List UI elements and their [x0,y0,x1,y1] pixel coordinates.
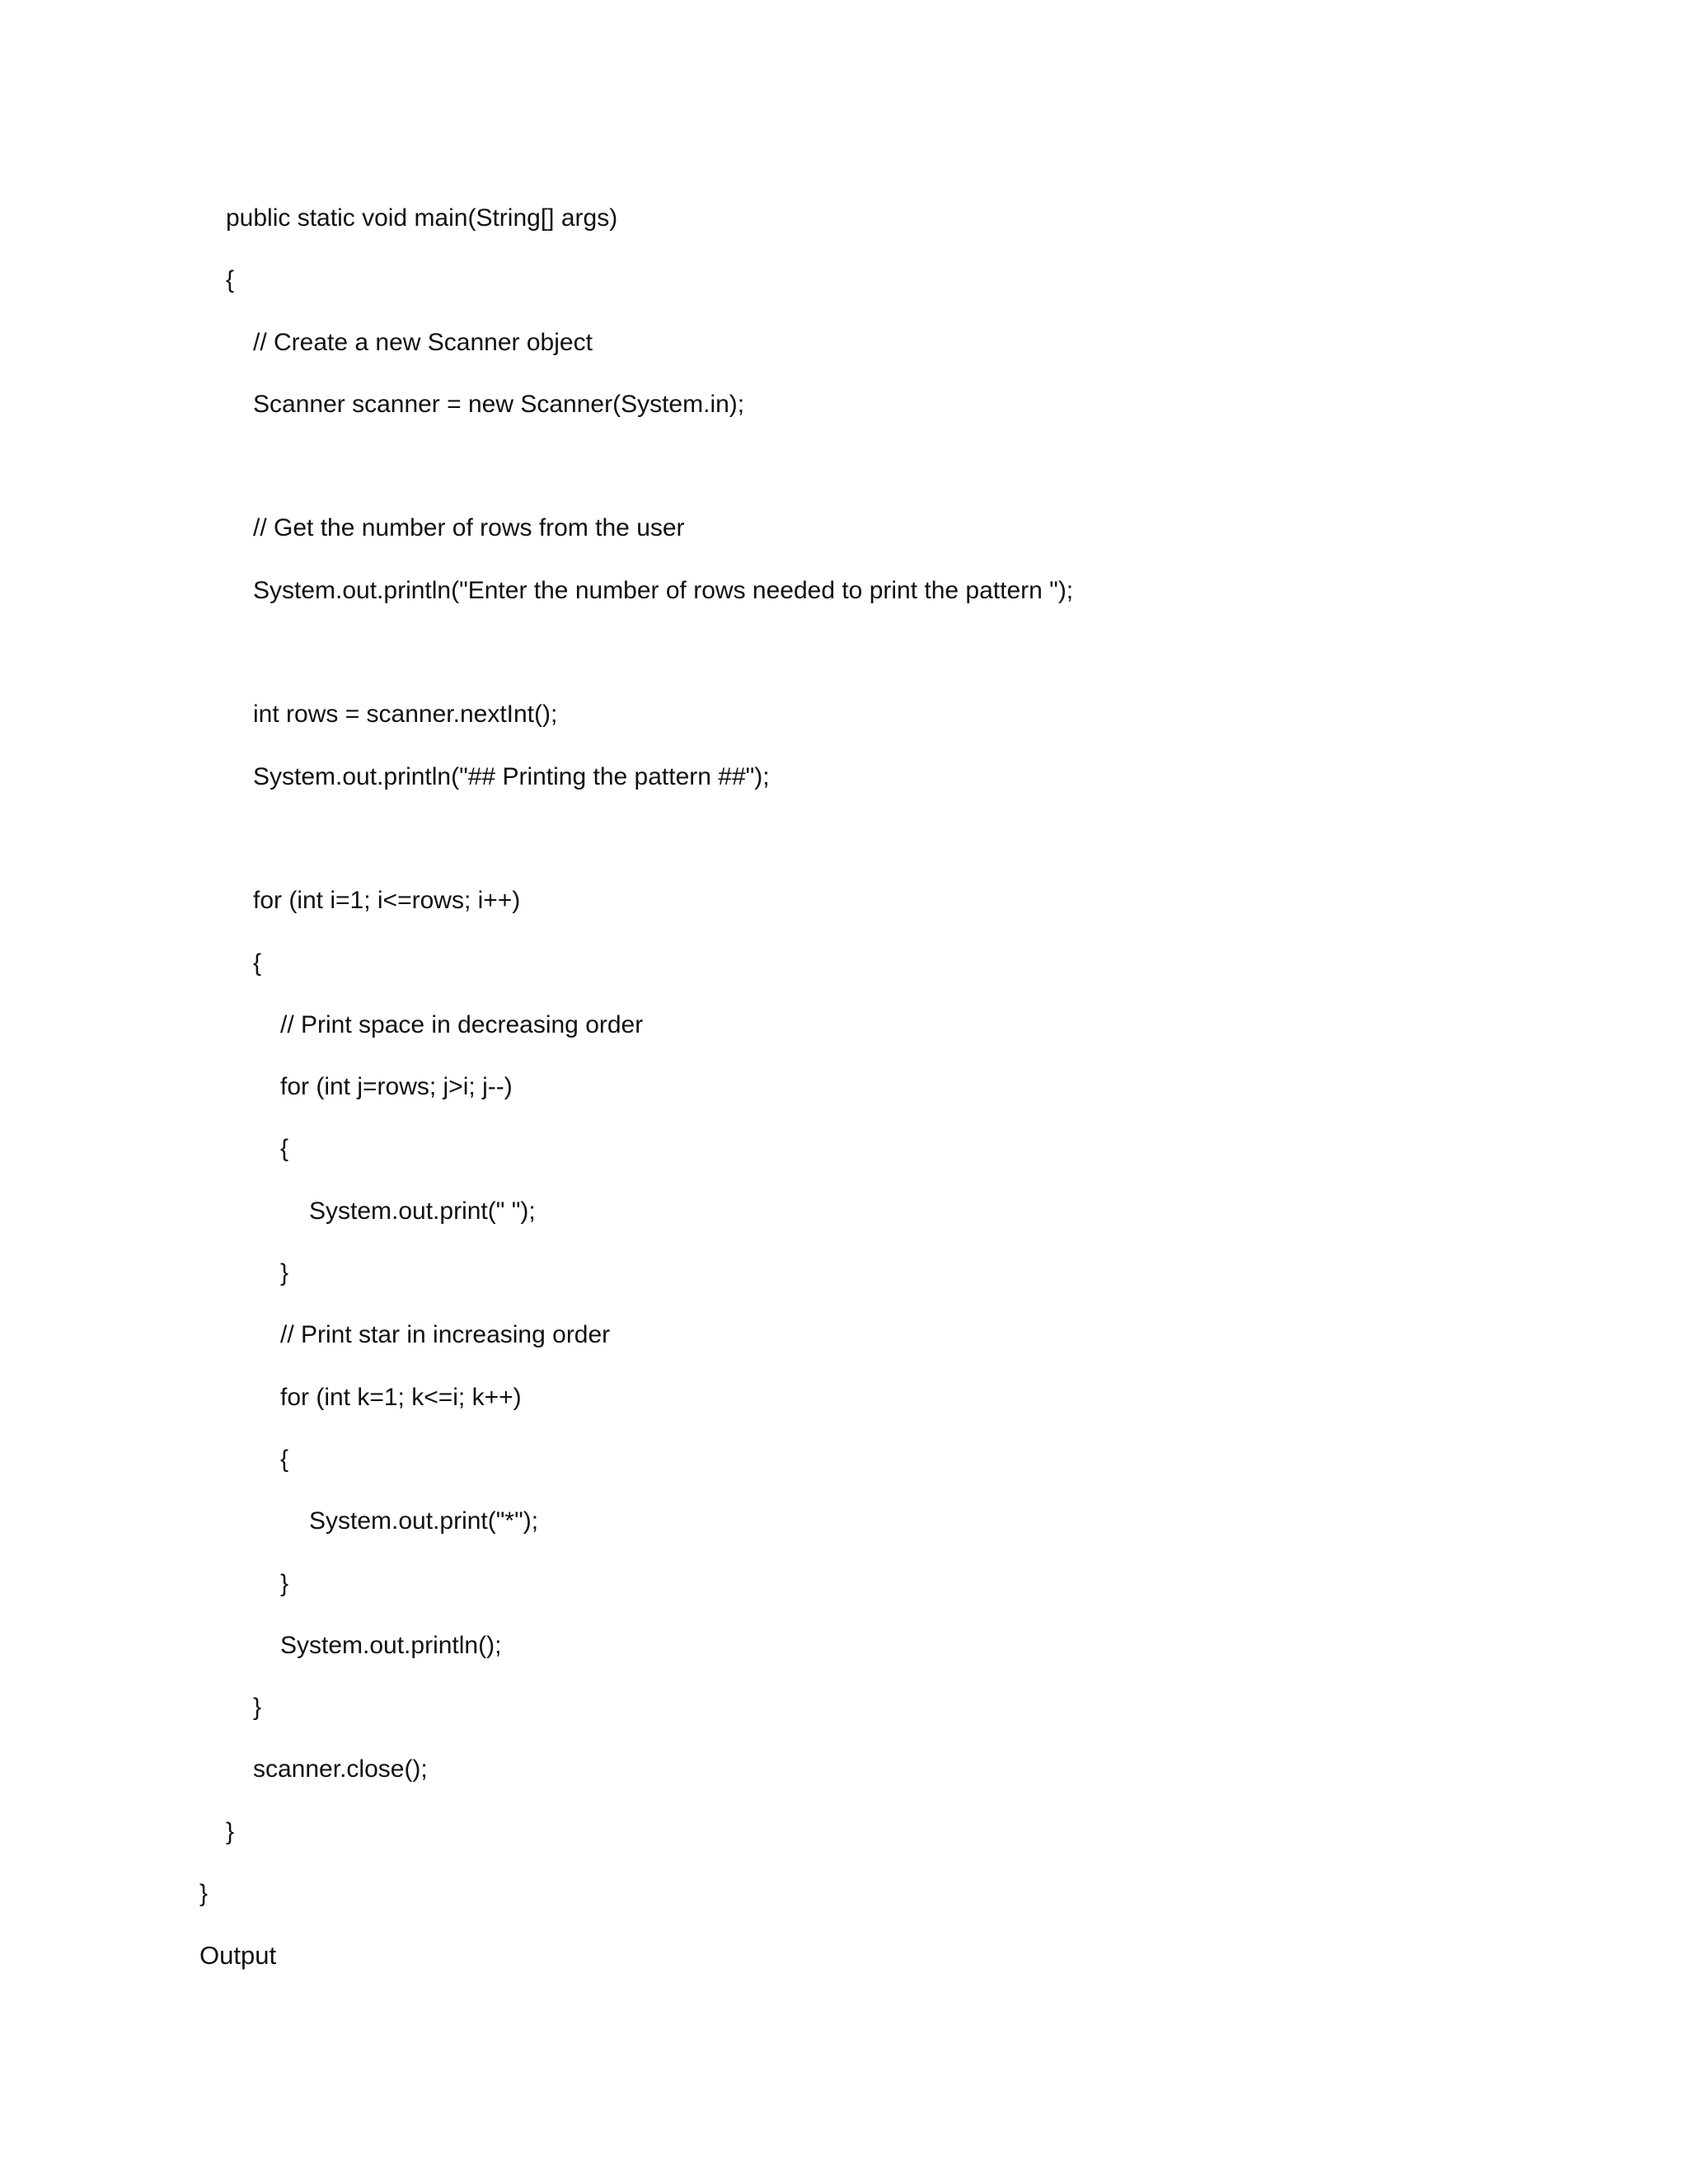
code-line-for-loop: for (int i=1; i<=rows; i++) [253,887,521,915]
code-line-close-brace: } [199,1880,209,1908]
code-line-statement: System.out.println("Enter the number of rows needed to print the pattern "); [253,576,1074,604]
code-line-blank [199,818,1073,880]
code-line-open-brace: { [280,1445,289,1473]
code-line-for-loop: for (int k=1; k<=i; k++) [280,1383,522,1411]
code-line-close-brace: } [253,1694,262,1722]
code-line-blank [199,446,1073,508]
code-line-statement: System.out.print(" "); [309,1197,536,1225]
code-line-method-signature: public static void main(String[] args) [226,204,618,232]
code-line-open-brace: { [253,949,262,977]
code-line-statement: int rows = scanner.nextInt(); [253,701,558,729]
code-line-close-brace: } [280,1569,289,1597]
code-line-comment: // Get the number of rows from the user [253,514,685,542]
code-line-statement: System.out.println("## Printing the pattern ##"); [253,762,770,790]
code-line-open-brace: { [226,266,235,294]
code-line-comment: // Print space in decreasing order [280,1010,644,1038]
code-line-comment: // Create a new Scanner object [253,328,593,356]
code-line-statement: Scanner scanner = new Scanner(System.in); [253,390,745,418]
code-listing [199,198,1073,1998]
code-line-close-brace: } [280,1259,289,1287]
code-line-statement: scanner.close(); [253,1755,428,1783]
code-line-comment: // Print star in increasing order [280,1321,611,1349]
code-line-for-loop: for (int j=rows; j>i; j--) [280,1073,513,1101]
code-line-open-brace: { [280,1135,289,1163]
code-line-close-brace: } [226,1817,235,1845]
code-line-blank [199,632,1073,694]
code-line-statement: System.out.print("*"); [309,1507,539,1535]
output-heading: Output [199,1941,277,1971]
code-line-statement: System.out.println(); [280,1631,502,1659]
